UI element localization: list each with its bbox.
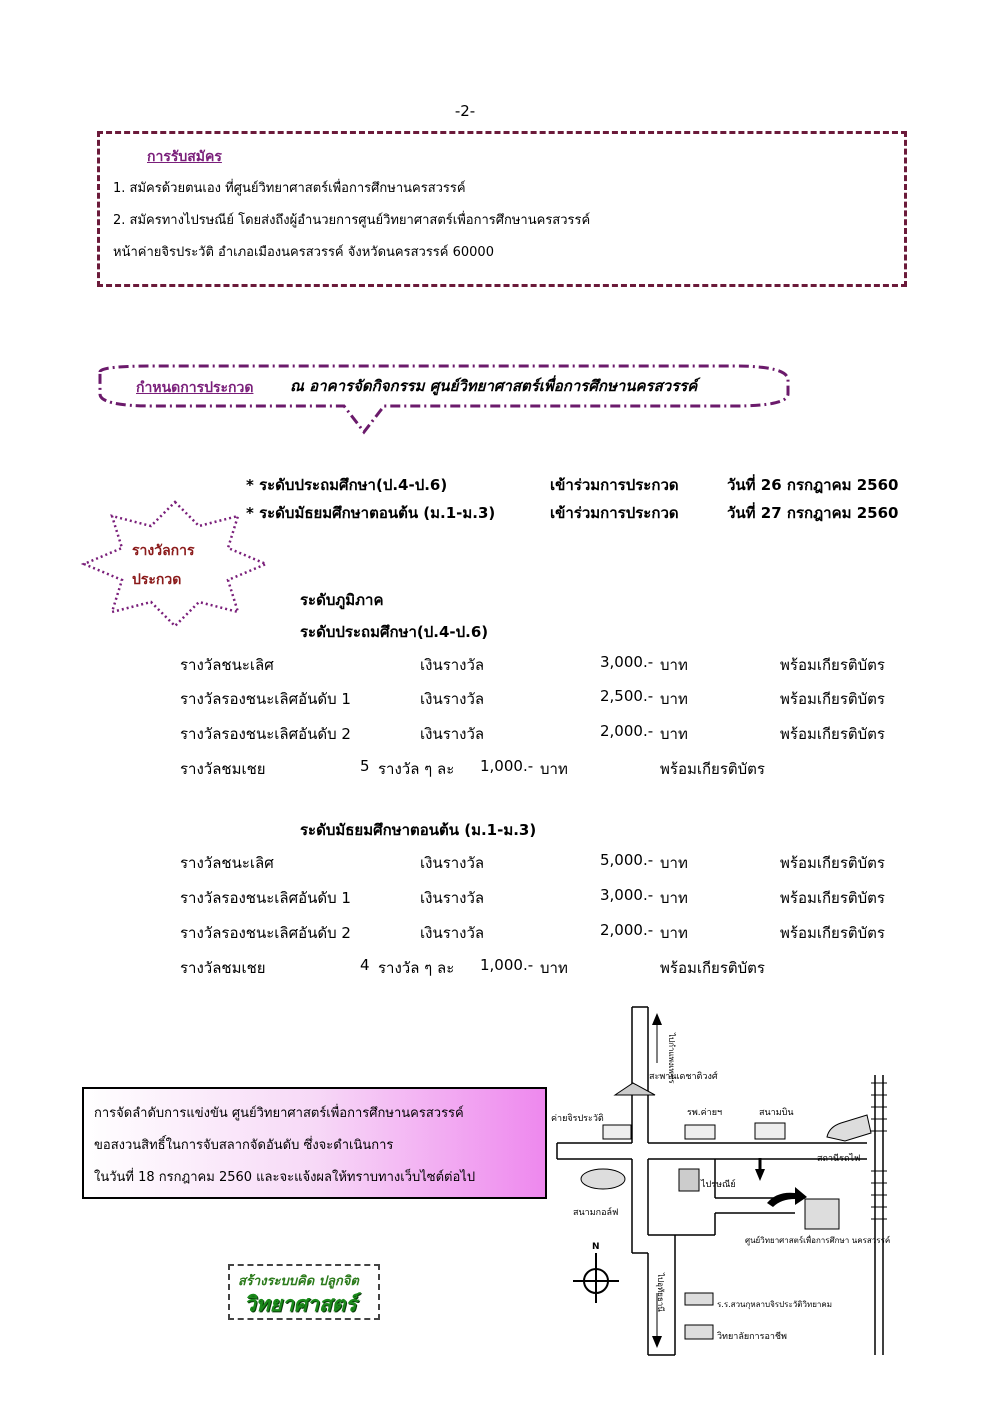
prize-name: รางวัลชนะเลิศ bbox=[180, 854, 274, 872]
logo-text-2: วิทยาศาสตร์ bbox=[244, 1292, 357, 1316]
prize-unit: บาท bbox=[660, 889, 688, 907]
prize-unit: บาท bbox=[660, 656, 688, 674]
primary-title: ระดับประถมศึกษา(ป.4-ป.6) bbox=[300, 623, 489, 641]
prize-extra: พร้อมเกียรติบัตร bbox=[780, 725, 885, 743]
map-golf-label: สนามกอล์ฟ bbox=[573, 1208, 619, 1218]
prize-amount: 3,000.- bbox=[600, 886, 654, 904]
prize-name: รางวัลชมเชย bbox=[180, 760, 266, 778]
prize-label: เงินรางวัล bbox=[420, 924, 485, 942]
prize-name: รางวัลชนะเลิศ bbox=[180, 656, 274, 674]
page-number: -2- bbox=[454, 102, 476, 120]
map-hospital-label: รพ.ค่ายฯ bbox=[687, 1108, 723, 1118]
map-airport-label: สนามบิน bbox=[759, 1108, 794, 1118]
prize-star-badge bbox=[78, 496, 272, 632]
prize-extra: พร้อมเกียรติบัตร bbox=[780, 854, 885, 872]
prize-name: รางวัลรองชนะเลิศอันดับ 2 bbox=[180, 725, 351, 743]
prize-label: รางวัล ๆ ละ bbox=[378, 959, 455, 977]
prize-extra: พร้อมเกียรติบัตร bbox=[780, 656, 885, 674]
prize-label: เงินรางวัล bbox=[420, 656, 485, 674]
prize-unit: บาท bbox=[540, 760, 568, 778]
prize-label: รางวัล ๆ ละ bbox=[378, 760, 455, 778]
logo-text-1: สร้างระบบคิด ปลูกจิต bbox=[238, 1274, 359, 1289]
map-north-label: N bbox=[592, 1242, 600, 1252]
map-south-road-label: ไปอุทัยธานี bbox=[656, 1273, 665, 1312]
prize-badge-line-1: รางวัลการ bbox=[132, 543, 195, 559]
prize-count: 5 bbox=[360, 757, 370, 775]
map-science-center-label: ศูนย์วิทยาศาสตร์เพื่อการศึกษา นครสวรรค์ bbox=[745, 1236, 890, 1245]
prize-amount: 2,500.- bbox=[600, 687, 654, 705]
prize-unit: บาท bbox=[660, 725, 688, 743]
note-line-2: ขอสงวนสิทธิ์ในการจับสลากจัดอันดับ ซึ่งจะดำเนินการ bbox=[94, 1138, 394, 1153]
prize-label: เงินรางวัล bbox=[420, 725, 485, 743]
map-college-label: วิทยาลัยการอาชีพ bbox=[717, 1332, 787, 1342]
prize-amount: 1,000.- bbox=[480, 757, 534, 775]
registration-title: การรับสมัคร bbox=[147, 149, 222, 165]
prize-extra: พร้อมเกียรติบัตร bbox=[660, 959, 765, 977]
prize-extra: พร้อมเกียรติบัตร bbox=[780, 889, 885, 907]
prize-amount: 1,000.- bbox=[480, 956, 534, 974]
prize-name: รางวัลรองชนะเลิศอันดับ 1 bbox=[180, 690, 351, 708]
prize-label: เงินรางวัล bbox=[420, 889, 485, 907]
registration-line-2: 2. สมัครทางไปรษณีย์ โดยส่งถึงผู้อำนวยการศูนย์วิทยาศาสตร์เพื่อการศึกษานครสวรรค์ bbox=[113, 213, 591, 228]
location-title: กำหนดการประกวด bbox=[136, 380, 254, 396]
map-train-label: สถานีรถไฟ bbox=[817, 1154, 861, 1164]
map-school-label: ร.ร.สวนกุหลาบจิรประวัติวิทยาคม bbox=[717, 1300, 833, 1309]
registration-line-1: 1. สมัครด้วยตนเอง ที่ศูนย์วิทยาศาสตร์เพื่อการศึกษานครสวรรค์ bbox=[113, 181, 466, 196]
schedule-primary-action: เข้าร่วมการประกวด bbox=[550, 476, 679, 494]
prize-unit: บาท bbox=[660, 924, 688, 942]
prize-name: รางวัลรองชนะเลิศอันดับ 1 bbox=[180, 889, 351, 907]
prize-amount: 3,000.- bbox=[600, 653, 654, 671]
prize-label: เงินรางวัล bbox=[420, 690, 485, 708]
prize-extra: พร้อมเกียรติบัตร bbox=[660, 760, 765, 778]
prize-badge-line-2: ประกวด bbox=[132, 572, 182, 588]
prize-label: เงินรางวัล bbox=[420, 854, 485, 872]
schedule-secondary-action: เข้าร่วมการประกวด bbox=[550, 504, 679, 522]
schedule-secondary-date: วันที่ 27 กรกฎาคม 2560 bbox=[727, 504, 899, 522]
map-bridge-label: สะพานเดชาติวงศ์ bbox=[649, 1072, 718, 1082]
prize-unit: บาท bbox=[660, 854, 688, 872]
prize-extra: พร้อมเกียรติบัตร bbox=[780, 924, 885, 942]
prize-name: รางวัลรองชนะเลิศอันดับ 2 bbox=[180, 924, 351, 942]
prize-unit: บาท bbox=[660, 690, 688, 708]
schedule-primary-date: วันที่ 26 กรกฎาคม 2560 bbox=[727, 476, 899, 494]
prize-amount: 2,000.- bbox=[600, 722, 654, 740]
note-line-1: การจัดลำดับการแข่งขัน ศูนย์วิทยาศาสตร์เพื่อการศึกษานครสวรรค์ bbox=[94, 1106, 464, 1121]
map-post-label: ไปรษณีย์ bbox=[701, 1180, 736, 1190]
location-text: ณ อาคารจัดกิจกรรม ศูนย์วิทยาศาสตร์เพื่อการศึกษานครสวรรค์ bbox=[290, 377, 698, 395]
schedule-secondary-level: * ระดับมัธยมศึกษาตอนต้น (ม.1-ม.3) bbox=[246, 504, 496, 522]
prize-count: 4 bbox=[360, 956, 370, 974]
secondary-title: ระดับมัธยมศึกษาตอนต้น (ม.1-ม.3) bbox=[300, 821, 537, 839]
note-line-3: ในวันที่ 18 กรกฎาคม 2560 และจะแจ้งผลให้ทราบทางเว็บไซต์ต่อไป bbox=[94, 1170, 476, 1185]
location-map bbox=[545, 1003, 890, 1358]
regional-title: ระดับภูมิภาค bbox=[300, 591, 384, 609]
prize-unit: บาท bbox=[540, 959, 568, 977]
prize-name: รางวัลชมเชย bbox=[180, 959, 266, 977]
prize-amount: 5,000.- bbox=[600, 851, 654, 869]
registration-line-3: หน้าค่ายจิรประวัติ อำเภอเมืองนครสวรรค์ จังหวัดนครสวรรค์ 60000 bbox=[113, 245, 494, 260]
prize-extra: พร้อมเกียรติบัตร bbox=[780, 690, 885, 708]
map-camp-label: ค่ายจิรประวัติ bbox=[551, 1114, 604, 1124]
map-north-road-label: ไปกำแพงเพชร bbox=[667, 1033, 676, 1084]
schedule-primary-level: * ระดับประถมศึกษา(ป.4-ป.6) bbox=[246, 476, 448, 494]
prize-amount: 2,000.- bbox=[600, 921, 654, 939]
